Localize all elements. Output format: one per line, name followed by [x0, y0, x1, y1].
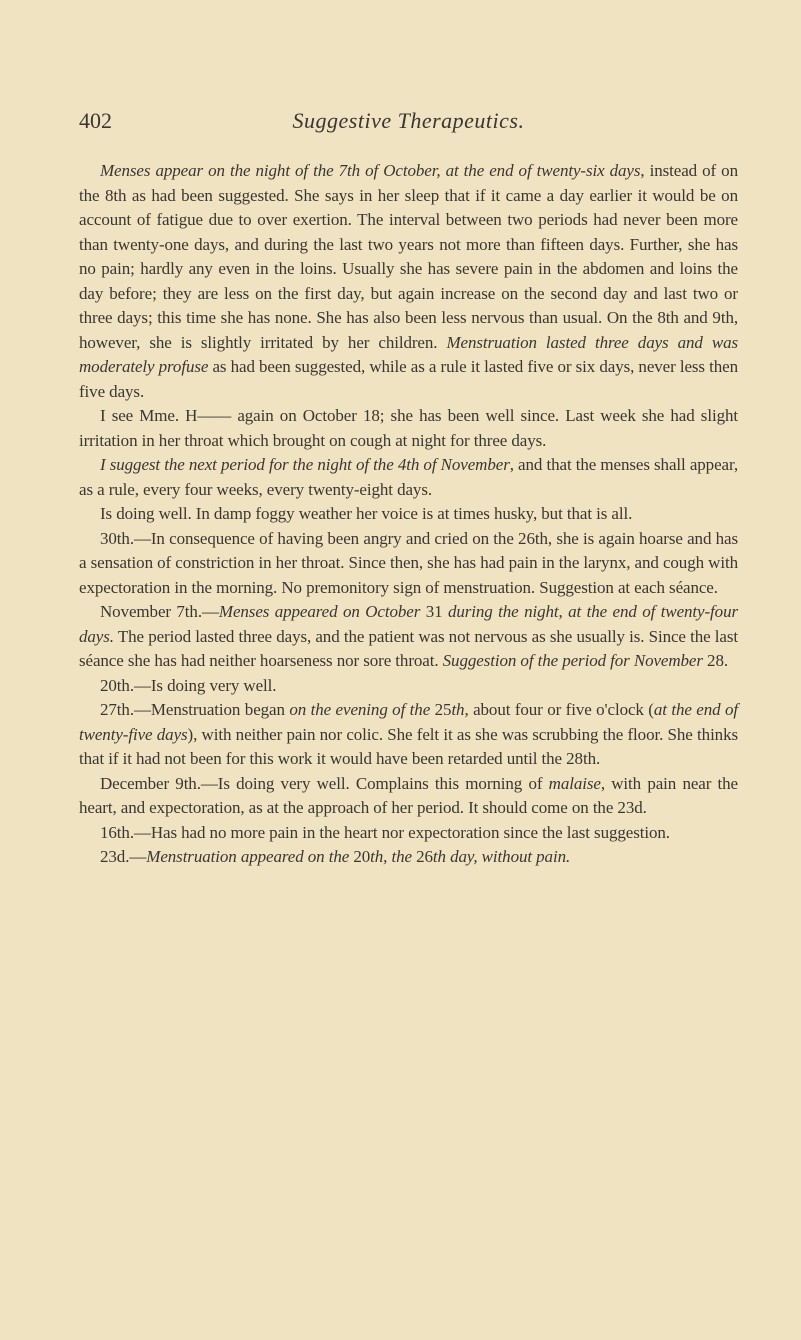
text: , and that the menses shall appear, as a rule, every four weeks, every twenty-eight days.	[79, 455, 739, 499]
text: 27th.—Menstruation began	[100, 700, 290, 719]
text: , with pain near the heart, and expectoration, as at the approach of her period. It should come on the 23d.	[79, 773, 739, 817]
italic-text: Suggestion of the period for November	[442, 651, 703, 670]
text: 28.	[702, 651, 729, 670]
italic-text: th day, without pain.	[432, 847, 571, 866]
text: 25	[434, 700, 452, 719]
text: as had been suggested, while as a rule it lasted five or six days, never less then five days.	[79, 357, 738, 401]
italic-text: Menstruation appeared on the	[146, 847, 354, 866]
paragraph	[79, 404, 738, 453]
text: December 9th.—Is doing very well. Complains this morning of	[100, 773, 549, 793]
paragraph	[79, 502, 738, 527]
page-number: 402	[79, 108, 112, 133]
paragraph	[79, 600, 738, 674]
italic-text: I suggest the next period for the night of the 4th of November	[100, 455, 510, 474]
italic-text: Menses appear on the night of the 7th of October, at the end of twenty-six days	[100, 161, 641, 180]
text: 30th.—In consequence of having been angry and cried on the 26th, she is again hoarse and has a sensation of constriction in her throat. Since then, she has had pain in the larynx, and cough with expectoration in the morning. No premonitory sign of menstruation. Suggestion at each séance.	[79, 528, 738, 597]
italic-text: th	[451, 700, 465, 719]
paragraph	[79, 698, 738, 772]
text: 20th.—Is doing very well.	[100, 675, 277, 695]
italic-text: Menstruation lasted three days and was moderately profuse	[79, 332, 738, 376]
text: ), with neither pain nor colic. She felt it as she was scrubbing the floor. She thinks that if it had not been for this work it would have been retarded until the 28th.	[79, 724, 739, 768]
italic-text: malaise	[548, 773, 601, 793]
text: Is doing well. In damp foggy weather her voice is at times husky, but that is all.	[100, 504, 633, 523]
paragraph	[79, 159, 738, 404]
paragraph	[79, 772, 738, 821]
text: , instead of on the 8th as had been suggested. She says in her sleep that if it came a day earlier it would be on account of fatigue due to over exertion. The interval between two periods had never been more than twenty-one days, and during the last two years not more than fifteen days. Further, she has no pain; hardly any even in the loins. Usually she has severe pain in the abdomen and loins the day before; they are less on the first day, but again increase on the second day and last two or three days; this time she has none. She has also been less nervous than usual. On the 8th and 9th, however, she is slightly irritated by her children.	[79, 161, 738, 352]
text: 31	[425, 602, 448, 621]
text: I see Mme. H—— again on October 18; she has been well since. Last week she had slight irritation in her throat which brought on cough at night for three days.	[79, 406, 738, 450]
paragraph	[79, 527, 738, 601]
italic-text: during the night	[447, 602, 559, 621]
text: November 7th.—	[100, 602, 219, 621]
text: ,	[558, 602, 569, 621]
text: 26	[416, 847, 433, 866]
running-title: Suggestive Therapeutics.	[292, 108, 525, 133]
italic-text: on the evening of the	[289, 700, 435, 719]
paragraph	[79, 453, 738, 502]
paragraph	[79, 674, 738, 699]
paragraph	[79, 821, 738, 846]
paragraph	[79, 845, 738, 870]
italic-text: Menses appeared on October	[218, 602, 426, 621]
text: , about four or five o'clock (	[464, 700, 654, 719]
italic-text: at the end of twenty-five days	[79, 700, 739, 744]
page-header	[79, 108, 738, 138]
text: 23d.—	[100, 847, 147, 866]
text: The period lasted three days, and the patient was not nervous as she usually is. Since the last séance she has had neither hoarseness nor sore throat.	[79, 626, 738, 670]
text: 20	[353, 847, 371, 866]
text: 16th.—Has had no more pain in the heart nor expectoration since the last suggestion.	[100, 822, 670, 842]
italic-text: at the end of twenty-four days.	[79, 602, 738, 646]
book-page	[79, 108, 738, 870]
italic-text: th, the	[370, 847, 417, 866]
body-text	[79, 159, 738, 870]
